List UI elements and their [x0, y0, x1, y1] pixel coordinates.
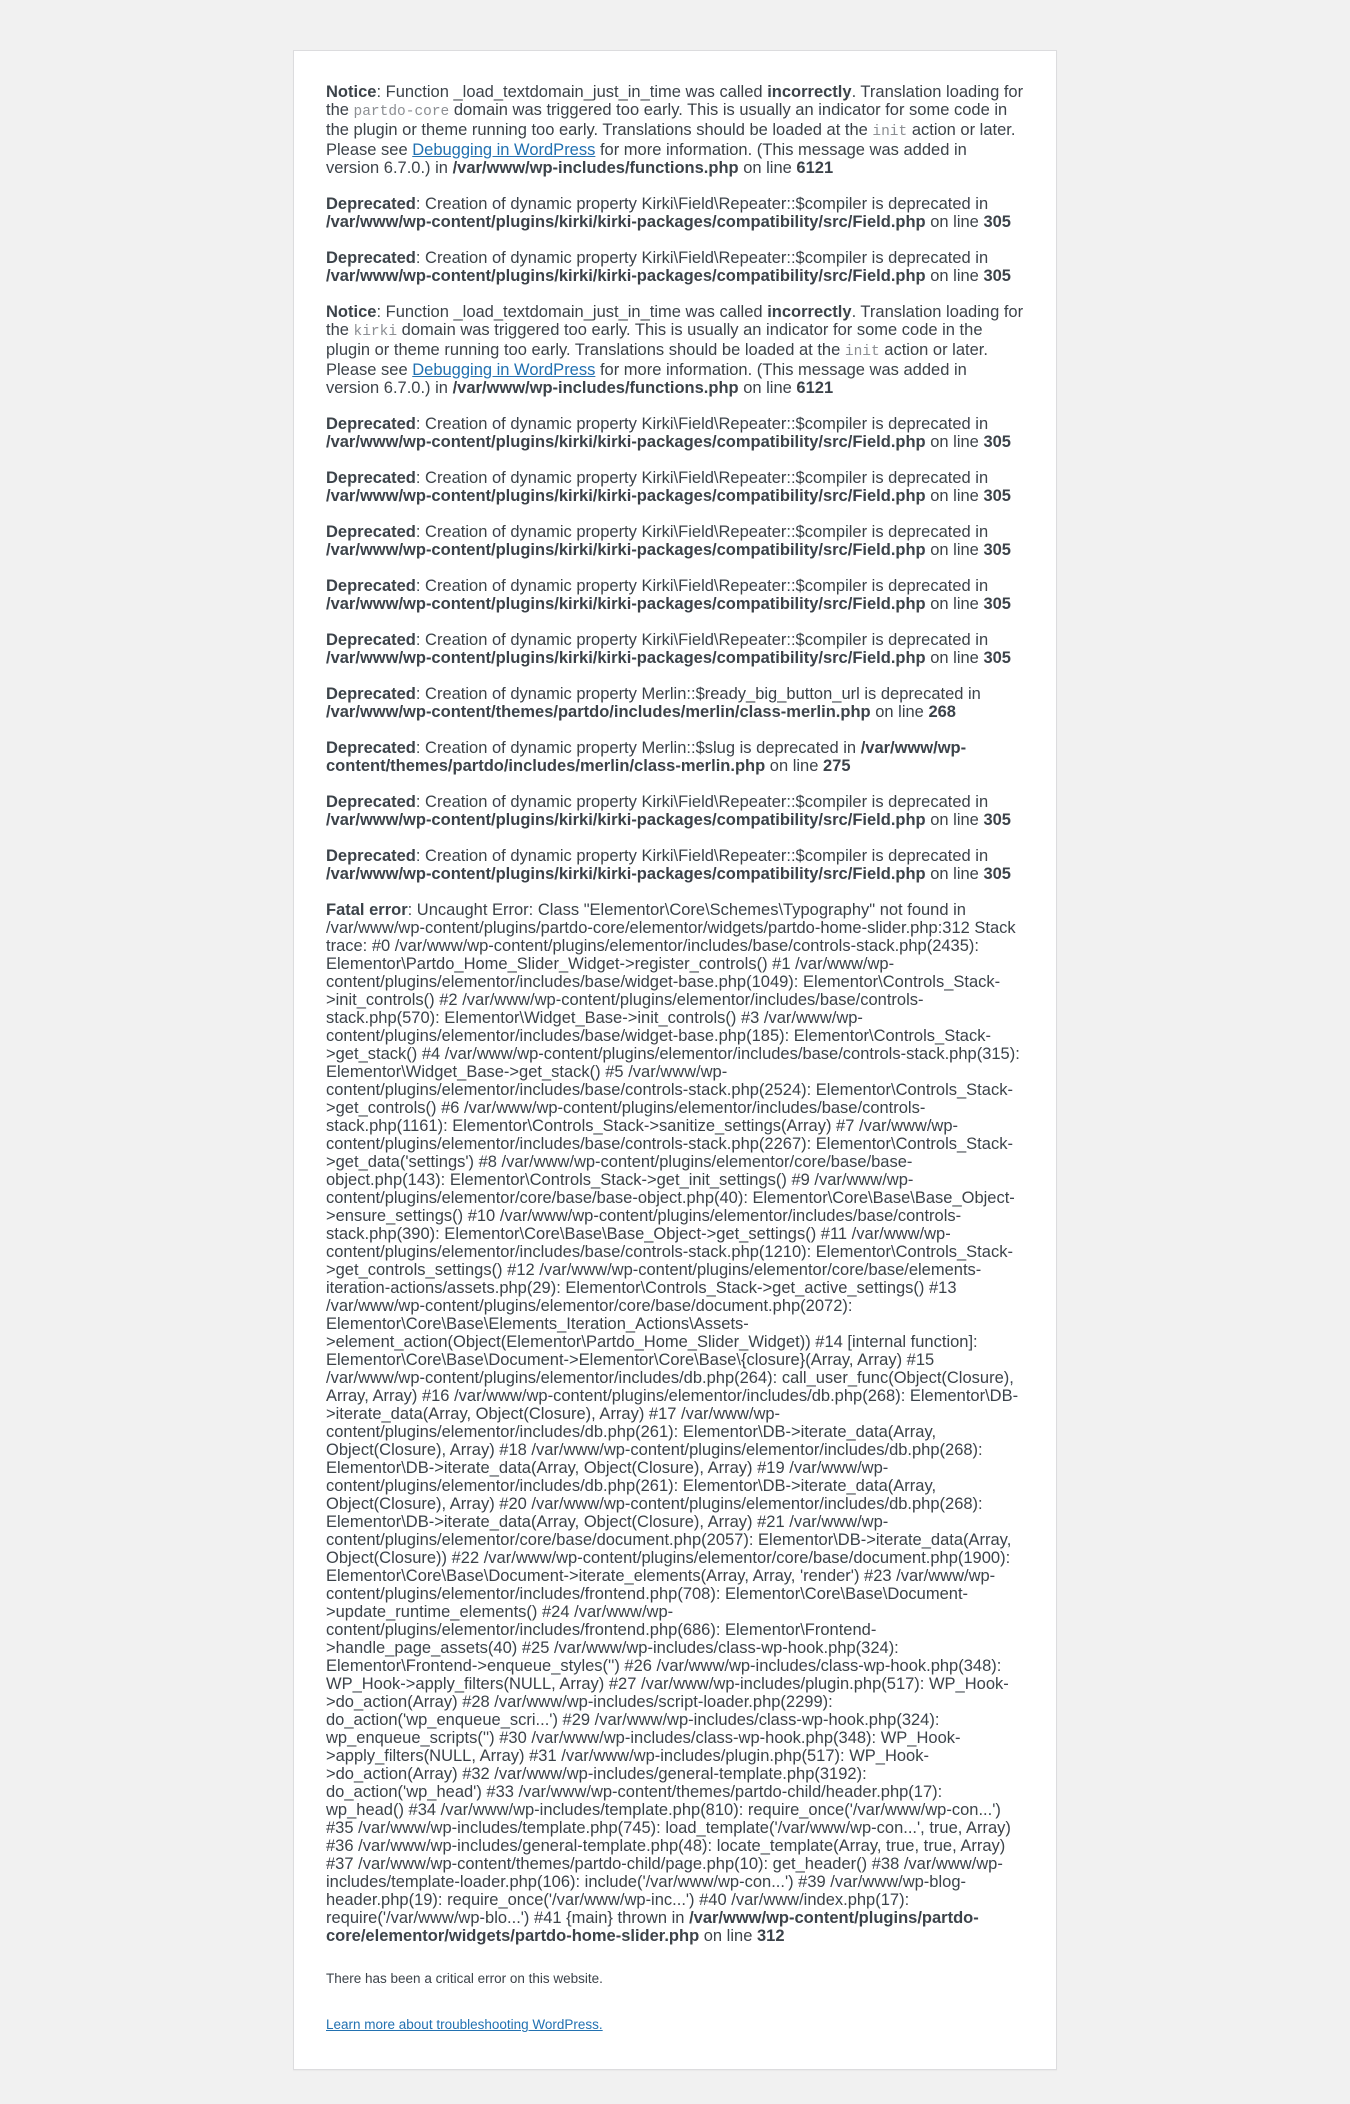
- message-text: . Translation loading for the: [326, 83, 1024, 119]
- message-file: /var/www/wp-content/plugins/kirki/kirki-packages/compatibility/src/Field.php: [326, 267, 926, 285]
- stack-trace-text: Uncaught Error: Class "Elementor\Core\Schemes\Typography" not found in /var/www/wp-content/plugins/partdo-core/elementor/widgets/partdo-home-slider.php:312 Stack trace: #0 /var/www/wp-content/plugins/elementor/includes/base/controls-stack.php(2435): Elementor\Partdo_Home_Slider_Widget->register_controls() #1 /var/www/wp-content/plugins/elementor/includes/base/widget-base.php(1049): Elementor\Controls_Stack->init_controls() #2 /var/www/wp-content/plugins/elementor/includes/base/controls-stack.php(570): Elementor\Widget_Base->init_controls() #3 /var/www/wp-content/plugins/elementor/includes/base/widget-base.php(185): Elementor\Controls_Stack->get_stack() #4 /var/www/wp-content/plugins/elementor/includes/base/controls-stack.php(315): Elementor\Widget_Base->get_stack() #5 /var/www/wp-content/plugins/elementor/includes/base/controls-stack.php(2524): Elementor\Controls_Stack->get_controls() #6 /var/www/wp-content/plugins/elementor/includes/base/controls-stack.php(1161): Elementor\Controls_Stack->sanitize_settings(Array) #7 /var/www/wp-content/plugins/elementor/includes/base/controls-stack.php(2267): Elementor\Controls_Stack->get_data('settings') #8 /var/www/wp-content/plugins/elementor/core/base/base-object.php(143): Elementor\Controls_Stack->get_init_settings() #9 /var/www/wp-content/plugins/elementor/core/base/base-object.php(40): Elementor\Core\Base\Base_Object->ensure_settings() #10 /var/www/wp-content/plugins/elementor/includes/base/controls-stack.php(390): Elementor\Core\Base\Base_Object->get_settings() #11 /var/www/wp-content/plugins/elementor/includes/base/controls-stack.php(1210): Elementor\Controls_Stack->get_controls_settings() #12 /var/www/wp-content/plugins/elementor/core/base/elements-iteration-actions/assets.php(29): Elementor\Controls_Stack->get_active_settings() #13 /var/www/wp-content/plugins/elementor/core/base/document.php(2072): Elementor\Core\Base\Elements_Iteration_Actions\Assets->element_action(Object(Elementor\Partdo_Home_Slider_Widget)) #14 [internal function]: Elementor\Core\Base\Document->Elementor\Core\Base\{closure}(Array, Array) #15 /var/www/wp-content/plugins/elementor/includes/db.php(264): call_user_func(Object(Closure), Array, Array) #16 /var/www/wp-content/plugins/elementor/includes/db.php(268): Elementor\DB->iterate_data(Array, Object(Closure), Array) #17 /var/www/wp-content/plugins/elementor/includes/db.php(261): Elementor\DB->iterate_data(Array, Object(Closure), Array) #18 /var/www/wp-content/plugins/elementor/includes/db.php(268): Elementor\DB->iterate_data(Array, Object(Closure), Array) #19 /var/www/wp-content/plugins/elementor/includes/db.php(261): Elementor\DB->iterate_data(Array, Object(Closure), Array) #20 /var/www/wp-content/plugins/elementor/includes/db.php(268): Elementor\DB->iterate_data(Array, Object(Closure), Array) #21 /var/www/wp-content/plugins/elementor/core/base/document.php(2057): Elementor\DB->iterate_data(Array, Object(Closure)) #22 /var/www/wp-content/plugins/elementor/core/base/document.php(1900): Elementor\Core\Base\Document->iterate_elements(Array, Array, 'render') #23 /var/www/wp-content/plugins/elementor/includes/frontend.php(708): Elementor\Core\Base\Document->update_runtime_elements() #24 /var/www/wp-content/plugins/elementor/includes/frontend.php(686): Elementor\Frontend->handle_page_assets(40) #25 /var/www/wp-includes/class-wp-hook.php(324): Elementor\Frontend->enqueue_styles('') #26 /var/www/wp-includes/class-wp-hook.php(348): WP_Hook->apply_filters(NULL, Array) #27 /var/www/wp-includes/plugin.php(517): WP_Hook->do_action(Array) #28 /var/www/wp-includes/script-loader.php(2299): do_action('wp_enqueue_scri...') #29 /var/www/wp-includes/class-wp-hook.php(324): wp_enqueue_scripts('') #30 /var/www/wp-includes/class-wp-hook.php(348): WP_Hook->apply_filters(NULL, Array) #31 /var/www/wp-includes/plugin.php(517): WP_Hook->do_action(Array) #32 /var/www/wp-includes/general-template.php(3192): do_action('wp_head') #33 /var/www/wp-content/themes/partdo-child/header.php(17): wp_head() #34 /var/www/wp-includes/template.php(810): require_once('/var/www/wp-con...') #35 /var/www/wp-includes/template.php(745): load_template('/var/www/wp-con...', true, Array) #36 /var/www/wp-includes/general-template.php(48): locate_template(Array, true, true, Array) #37 /var/www/wp-content/themes/partdo-child/page.php(10): get_header() #38 /var/www/wp-includes/template-loader.php(106): include('/var/www/wp-con...') #39 /var/www/wp-blog-header.php(19): require_once('/var/www/wp-inc...') #40 /var/www/index.php(17): require('/var/www/wp-blo...') #41 {main} thrown: [326, 901, 1020, 1927]
- deprecated-message: Deprecated: Creation of dynamic property Kirki\Field\Repeater::$compiler is deprecated in /var/www/wp-content/plugins/kirki/kirki-packages/compatibility/src/Field.php on line 305: [326, 415, 1011, 451]
- message-line: 305: [983, 487, 1011, 505]
- deprecated-message: Deprecated: Creation of dynamic property Kirki\Field\Repeater::$compiler is deprecated in /var/www/wp-content/plugins/kirki/kirki-packages/compatibility/src/Field.php on line 305: [326, 249, 1011, 285]
- message-line: 6121: [796, 159, 834, 177]
- debugging-link[interactable]: Debugging in WordPress: [412, 141, 596, 159]
- message-line: 305: [983, 649, 1011, 667]
- message-line: 305: [983, 213, 1011, 231]
- message-line: 6121: [796, 379, 834, 397]
- on-line-label: on line: [930, 865, 979, 883]
- deprecated-message: Deprecated: Creation of dynamic property Kirki\Field\Repeater::$compiler is deprecated in /var/www/wp-content/plugins/kirki/kirki-packages/compatibility/src/Field.php on line 305: [326, 577, 1011, 613]
- deprecated-message: Deprecated: Creation of dynamic property Kirki\Field\Repeater::$compiler is deprecated in /var/www/wp-content/plugins/kirki/kirki-packages/compatibility/src/Field.php on line 305: [326, 523, 1011, 559]
- critical-error-message: There has been a critical error on this website.: [326, 1971, 603, 1986]
- textdomain-code: partdo-core: [353, 104, 450, 120]
- message-line: 268: [928, 703, 956, 721]
- message-text: for more information. (This message was added in version 6.7.0.) in: [326, 141, 967, 177]
- message-file: /var/www/wp-includes/functions.php: [452, 379, 739, 397]
- deprecated-message: Deprecated: Creation of dynamic property Kirki\Field\Repeater::$compiler is deprecated in /var/www/wp-content/plugins/kirki/kirki-packages/compatibility/src/Field.php on line 305: [326, 793, 1011, 829]
- message-line: 275: [823, 757, 851, 775]
- message-line: 305: [983, 433, 1011, 451]
- deprecated-message: Deprecated: Creation of dynamic property Kirki\Field\Repeater::$compiler is deprecated in /var/www/wp-content/plugins/kirki/kirki-packages/compatibility/src/Field.php on line 305: [326, 195, 1011, 231]
- message-text: Creation of dynamic property Kirki\Field\Repeater::$compiler is deprecated in: [425, 195, 989, 213]
- in-label: in: [671, 1909, 685, 1927]
- message-level: Deprecated: [326, 523, 416, 541]
- message-text: action or later. Please see: [326, 121, 1016, 159]
- on-line-label: on line: [930, 595, 979, 613]
- message-file: /var/www/wp-content/plugins/kirki/kirki-packages/compatibility/src/Field.php: [326, 213, 926, 231]
- troubleshooting-link[interactable]: Learn more about troubleshooting WordPress.: [326, 2017, 603, 2032]
- on-line-label: on line: [875, 703, 924, 721]
- message-level: Notice: [326, 303, 377, 321]
- message-text: domain was triggered too early. This is usually an indicator for some code in the plugin or theme running too early. Translations should be loaded at the: [326, 101, 1008, 139]
- message-level: Deprecated: [326, 469, 416, 487]
- message-text: for more information. (This message was added in version 6.7.0.) in: [326, 361, 967, 397]
- message-text: Creation of dynamic property Kirki\Field\Repeater::$compiler is deprecated in: [425, 631, 989, 649]
- message-text: Function _load_textdomain_just_in_time was called: [385, 83, 763, 101]
- message-file: /var/www/wp-content/plugins/kirki/kirki-packages/compatibility/src/Field.php: [326, 811, 926, 829]
- message-level: Deprecated: [326, 195, 416, 213]
- message-emphasis: incorrectly: [767, 303, 852, 321]
- on-line-label: on line: [930, 267, 979, 285]
- message-line: 305: [983, 267, 1011, 285]
- message-line: 305: [983, 595, 1011, 613]
- init-code: init: [844, 344, 880, 360]
- message-text: Function _load_textdomain_just_in_time was called: [385, 303, 763, 321]
- message-text: action or later. Please see: [326, 341, 988, 379]
- message-text: Creation of dynamic property Kirki\Field\Repeater::$compiler is deprecated in: [425, 793, 989, 811]
- message-level: Deprecated: [326, 631, 416, 649]
- message-line: 312: [756, 1927, 785, 1945]
- textdomain-code: kirki: [353, 324, 398, 340]
- deprecated-message: Deprecated: Creation of dynamic property Kirki\Field\Repeater::$compiler is deprecated in /var/www/wp-content/plugins/kirki/kirki-packages/compatibility/src/Field.php on line 305: [326, 469, 1011, 505]
- message-line: 305: [983, 865, 1011, 883]
- message-file: /var/www/wp-content/plugins/kirki/kirki-packages/compatibility/src/Field.php: [326, 433, 926, 451]
- deprecated-message: Deprecated: Creation of dynamic property Kirki\Field\Repeater::$compiler is deprecated in /var/www/wp-content/plugins/kirki/kirki-packages/compatibility/src/Field.php on line 305: [326, 847, 1011, 883]
- error-page: [293, 50, 1057, 2070]
- on-line-label: on line: [930, 433, 979, 451]
- message-file: /var/www/wp-content/plugins/kirki/kirki-packages/compatibility/src/Field.php: [326, 487, 926, 505]
- init-code: init: [872, 124, 908, 140]
- deprecated-message: Deprecated: Creation of dynamic property Merlin::$slug is deprecated in /var/www/wp-content/themes/partdo/includes/merlin/class-merlin.php on line 275: [326, 739, 967, 775]
- message-level: Deprecated: [326, 415, 416, 433]
- message-level: Fatal error: [326, 901, 408, 919]
- message-file: /var/www/wp-content/plugins/kirki/kirki-packages/compatibility/src/Field.php: [326, 541, 926, 559]
- on-line-label: on line: [930, 541, 979, 559]
- message-level: Notice: [326, 83, 377, 101]
- message-level: Deprecated: [326, 847, 416, 865]
- on-line-label: on line: [703, 1927, 753, 1945]
- fatal-error-message: Fatal error: Uncaught Error: Class "Elementor\Core\Schemes\Typography" not found in /var/www/wp-content/plugins/partdo-core/elementor/widgets/partdo-home-slider.php:312 Stack trace: #0 /var/www/wp-content/plugins/elementor/includes/base/controls-stack.php(2435): Elementor\Partdo_Home_Slider_Widget->register_controls() #1 /var/www/wp-content/plugins/elementor/includes/base/widget-base.php(1049): Elementor\Controls_Stack->init_controls() #2 /var/www/wp-content/plugins/elementor/includes/base/controls-stack.php(570): Elementor\Widget_Base->init_controls() #3 /var/www/wp-content/plugins/elementor/includes/base/widget-base.php(185): Elementor\Controls_Stack->get_stack() #4 /var/www/wp-content/plugins/elementor/includes/base/controls-stack.php(315): Elementor\Widget_Base->get_stack() #5 /var/www/wp-content/plugins/elementor/includes/base/controls-stack.php(2524): Elementor\Controls_Stack->get_controls() #6 /var/www/wp-content/plugins/elementor/includes/base/controls-stack.php(1161): Elementor\Controls_Stack->sanitize_settings(Array) #7 /var/www/wp-content/plugins/elementor/includes/base/controls-stack.php(2267): Elementor\Controls_Stack->get_data('settings') #8 /var/www/wp-content/plugins/elementor/core/base/base-object.php(143): Elementor\Controls_Stack->get_init_settings() #9 /var/www/wp-content/plugins/elementor/core/base/base-object.php(40): Elementor\Core\Base\Base_Object->ensure_settings() #10 /var/www/wp-content/plugins/elementor/includes/base/controls-stack.php(390): Elementor\Core\Base\Base_Object->get_settings() #11 /var/www/wp-content/plugins/elementor/includes/base/controls-stack.php(1210): Elementor\Controls_Stack->get_controls_settings() #12 /var/www/wp-content/plugins/elementor/core/base/elements-iteration-actions/assets.php(29): Elementor\Controls_Stack->get_active_settings() #13 /var/www/wp-content/plugins/elementor/core/base/document.php(2072): Elementor\Core\Base\Elements_Iteration_Actions\Assets->element_action(Object(Elementor\Partdo_Home_Slider_Widget)) #14 [internal function]: Elementor\Core\Base\Document->Elementor\Core\Base\{closure}(Array, Array) #15 /var/www/wp-content/plugins/elementor/includes/db.php(264): call_user_func(Object(Closure), Array, Array) #16 /var/www/wp-content/plugins/elementor/includes/db.php(268): Elementor\DB->iterate_data(Array, Object(Closure), Array) #17 /var/www/wp-content/plugins/elementor/includes/db.php(261): Elementor\DB->iterate_data(Array, Object(Closure), Array) #18 /var/www/wp-content/plugins/elementor/includes/db.php(268): Elementor\DB->iterate_data(Array, Object(Closure), Array) #19 /var/www/wp-content/plugins/elementor/includes/db.php(261): Elementor\DB->iterate_data(Array, Object(Closure), Array) #20 /var/www/wp-content/plugins/elementor/includes/db.php(268): Elementor\DB->iterate_data(Array, Object(Closure), Array) #21 /var/www/wp-content/plugins/elementor/core/base/document.php(2057): Elementor\DB->iterate_data(Array, Object(Closure)) #22 /var/www/wp-content/plugins/elementor/core/base/document.php(1900): Elementor\Core\Base\Document->iterate_elements(Array, Array, 'render') #23 /var/www/wp-content/plugins/elementor/includes/frontend.php(708): Elementor\Core\Base\Document->update_runtime_elements() #24 /var/www/wp-content/plugins/elementor/includes/frontend.php(686): Elementor\Frontend->handle_page_assets(40) #25 /var/www/wp-includes/class-wp-hook.php(324): Elementor\Frontend->enqueue_styles('') #26 /var/www/wp-includes/class-wp-hook.php(348): WP_Hook->apply_filters(NULL, Array) #27 /var/www/wp-includes/plugin.php(517): WP_Hook->do_action(Array) #28 /var/www/wp-includes/script-loader.php(2299): do_action('wp_enqueue_scri...') #29 /var/www/wp-includes/class-wp-hook.php(324): wp_enqueue_scripts('') #30 /var/www/wp-includes/class-wp-hook.php(348): WP_Hook->apply_filters(NULL, Array) #31 /var/www/wp-includes/plugin.php(517): WP_Hook->do_action(Array) #32 /var/www/wp-includes/general-template.php(3192): do_action('wp_head') #33 /var/www/wp-content/themes/partdo-child/header.php(17): wp_head() #34 /var/www/wp-includes/template.php(810): require_once('/var/www/wp-con...') #35 /var/www/wp-includes/template.php(745): load_template('/var/www/wp-con...', true, Array) #36 /var/www/wp-includes/general-template.php(48): locate_template(Array, true, true, Array) #37 /var/www/wp-content/themes/partdo-child/page.php(10): get_header() #38 /var/www/wp-includes/template-loader.php(106): include('/var/www/wp-con...') #39 /var/www/wp-blog-header.php(19): require_once('/var/www/wp-inc...') #40 /var/www/index.php(17): require('/var/www/wp-blo...') #41 {main} thrown in /var/www/wp-content/plugins/partdo-core/elementor/widgets/partdo-home-slider.php on line 312: [326, 901, 1020, 1945]
- message-line: 305: [983, 811, 1011, 829]
- on-line-label: on line: [930, 487, 979, 505]
- message-file: /var/www/wp-content/themes/partdo/includes/merlin/class-merlin.php: [326, 739, 967, 775]
- message-file: /var/www/wp-content/themes/partdo/includes/merlin/class-merlin.php: [326, 703, 871, 721]
- message-text: . Translation loading for the: [326, 303, 1024, 339]
- message-text: Creation of dynamic property Kirki\Field\Repeater::$compiler is deprecated in: [425, 415, 989, 433]
- message-level: Deprecated: [326, 739, 416, 757]
- message-emphasis: incorrectly: [767, 83, 852, 101]
- message-level: Deprecated: [326, 793, 416, 811]
- on-line-label: on line: [743, 379, 792, 397]
- message-level: Deprecated: [326, 249, 416, 267]
- troubleshooting-paragraph: [326, 2015, 1024, 2035]
- message-text: Creation of dynamic property Kirki\Field\Repeater::$compiler is deprecated in: [425, 577, 989, 595]
- debugging-link[interactable]: Debugging in WordPress: [412, 361, 596, 379]
- on-line-label: on line: [930, 811, 979, 829]
- message-text: Creation of dynamic property Kirki\Field\Repeater::$compiler is deprecated in: [425, 249, 989, 267]
- deprecated-message: Deprecated: Creation of dynamic property Kirki\Field\Repeater::$compiler is deprecated in /var/www/wp-content/plugins/kirki/kirki-packages/compatibility/src/Field.php on line 305: [326, 631, 1011, 667]
- message-line: 305: [983, 541, 1011, 559]
- on-line-label: on line: [930, 213, 979, 231]
- message-file: /var/www/wp-content/plugins/partdo-core/elementor/widgets/partdo-home-slider.php: [326, 1909, 979, 1945]
- message-file: /var/www/wp-content/plugins/kirki/kirki-packages/compatibility/src/Field.php: [326, 595, 926, 613]
- notice-message: Notice: Function _load_textdomain_just_in_time was called incorrectly. Translation loading for the kirki domain was triggered too early. This is usually an indicator for some code in the plugin or theme running too early. Translations should be loaded at the init action or later. Please see Debugging in WordPress for more information. (This message was added in version 6.7.0.) in /var/www/wp-includes/functions.php on line 6121: [326, 303, 1024, 397]
- message-text: Creation of dynamic property Kirki\Field\Repeater::$compiler is deprecated in: [425, 469, 989, 487]
- message-text: Creation of dynamic property Kirki\Field\Repeater::$compiler is deprecated in: [425, 523, 989, 541]
- message-level: Deprecated: [326, 685, 416, 703]
- deprecated-message: Deprecated: Creation of dynamic property Merlin::$ready_big_button_url is deprecated in /var/www/wp-content/themes/partdo/includes/merlin/class-merlin.php on line 268: [326, 685, 981, 721]
- on-line-label: on line: [930, 649, 979, 667]
- message-file: /var/www/wp-includes/functions.php: [452, 159, 739, 177]
- message-text: Creation of dynamic property Kirki\Field\Repeater::$compiler is deprecated in: [425, 847, 989, 865]
- message-text: Creation of dynamic property Merlin::$slug is deprecated in: [425, 739, 857, 757]
- message-file: /var/www/wp-content/plugins/kirki/kirki-packages/compatibility/src/Field.php: [326, 649, 926, 667]
- notice-message: Notice: Function _load_textdomain_just_in_time was called incorrectly. Translation loading for the partdo-core domain was triggered too early. This is usually an indicator for some code in the plugin or theme running too early. Translations should be loaded at the init action or later. Please see Debugging in WordPress for more information. (This message was added in version 6.7.0.) in /var/www/wp-includes/functions.php on line 6121: [326, 83, 1024, 177]
- message-text: Creation of dynamic property Merlin::$ready_big_button_url is deprecated in: [425, 685, 981, 703]
- message-text: domain was triggered too early. This is usually an indicator for some code in the plugin or theme running too early. Translations should be loaded at the: [326, 321, 983, 359]
- message-file: /var/www/wp-content/plugins/kirki/kirki-packages/compatibility/src/Field.php: [326, 865, 926, 883]
- on-line-label: on line: [743, 159, 792, 177]
- on-line-label: on line: [769, 757, 819, 775]
- message-level: Deprecated: [326, 577, 416, 595]
